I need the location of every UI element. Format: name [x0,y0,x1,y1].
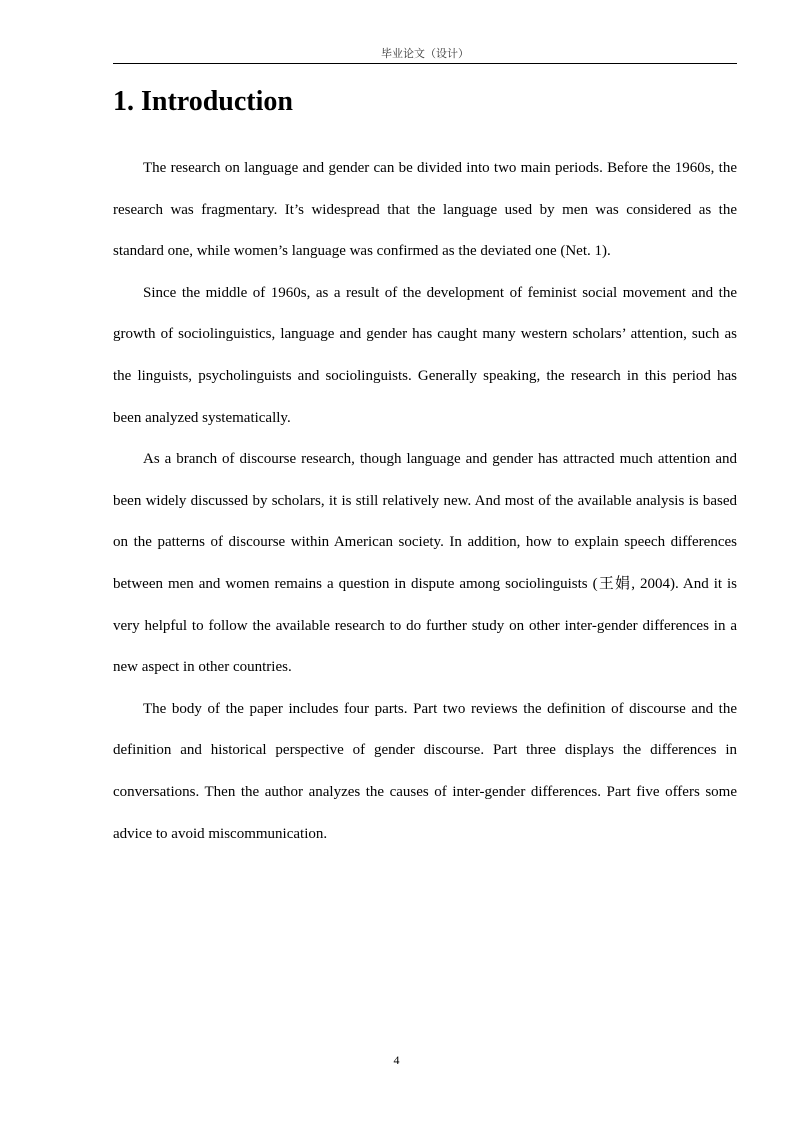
body-text [113,148,737,855]
page-number: 4 [393,1053,400,1067]
paragraph-3: As a branch of discourse research, though language and gender has attracted much attention and been widely discussed by scholars, it is still relatively new. And most of the available analysis is based on the patterns of discourse within American society. In addition, how to explain speech differences between men and women remains a question in dispute among sociolinguists (王娟, 2004). And it is very helpful to follow the available research to do further study on other inter-gender differences in a new aspect in other countries. [113,451,737,676]
paragraph-2: Since the middle of 1960s, as a result of the development of feminist social movement and the growth of sociolinguistics, language and gender has caught many western scholars’ attention, such as the linguists, psycholinguists and sociolinguists. Generally speaking, the research in this period has been analyzed systematically. [113,284,737,426]
paragraph-4: The body of the paper includes four parts. Part two reviews the definition of discourse and the definition and historical perspective of gender discourse. Part three displays the differences in conversations. Then the author analyzes the causes of inter-gender differences. Part five offers some advice to avoid miscommunication. [113,700,737,842]
chapter-title: 1. Introduction [113,86,293,117]
paragraph-1: The research on language and gender can be divided into two main periods. Before the 1960s, the research was fragmentary. It’s widespread that the language used by men was considered as the standard one, while women’s language was confirmed as the deviated one (Net. 1). [113,160,737,260]
running-header [113,44,737,64]
header-text: 毕业论文（设计） [381,47,469,60]
